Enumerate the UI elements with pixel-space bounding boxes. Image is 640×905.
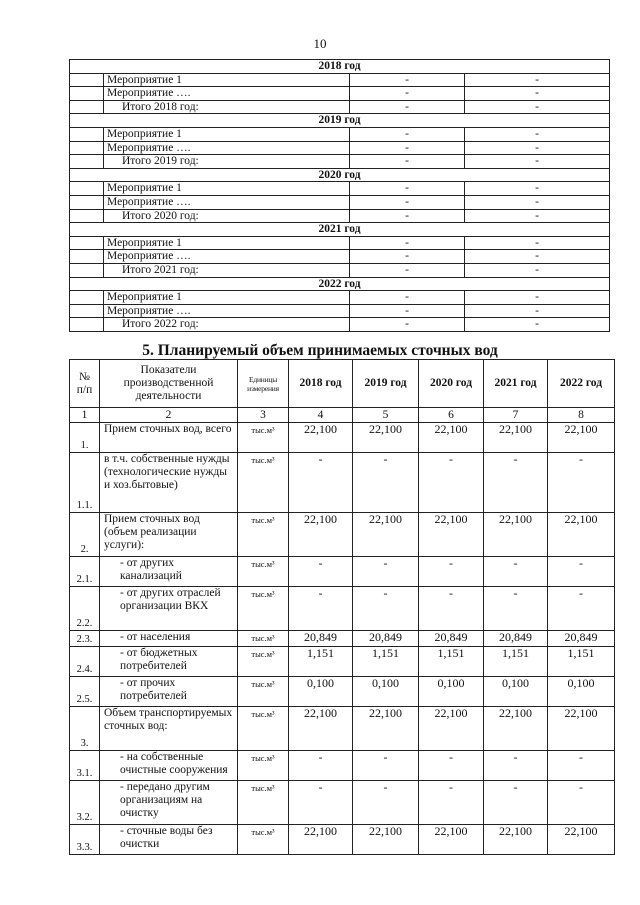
row-index: 2.2. xyxy=(70,587,100,631)
value-cell: - xyxy=(484,751,548,781)
value-cell: 20,849 xyxy=(484,631,548,647)
value-cell: - xyxy=(353,453,419,513)
value-cell: - xyxy=(484,557,548,587)
value-cell: 22,100 xyxy=(548,513,615,557)
value-cell: 22,100 xyxy=(484,825,548,855)
value-cell: 1,151 xyxy=(353,647,419,677)
header-no: № п/п xyxy=(70,360,100,408)
indicator-name: - от других канализаций xyxy=(100,557,238,587)
event-name: Мероприятие …. xyxy=(104,250,350,264)
event-value: - xyxy=(350,318,465,332)
total-label: Итого 2021 год: xyxy=(104,263,350,277)
value-cell: 22,100 xyxy=(289,707,353,751)
row-spacer-cell xyxy=(70,250,104,264)
event-value: - xyxy=(465,155,610,169)
unit-cell: тыс.м³ xyxy=(238,781,289,825)
year-header: 2019 год xyxy=(70,114,610,128)
table-row xyxy=(70,631,615,647)
value-cell: 22,100 xyxy=(353,825,419,855)
value-cell: 22,100 xyxy=(419,513,484,557)
event-value: - xyxy=(465,100,610,114)
event-value: - xyxy=(350,195,465,209)
value-cell: 20,849 xyxy=(353,631,419,647)
year-header-row xyxy=(70,114,610,128)
column-number-row xyxy=(70,408,615,423)
total-row xyxy=(70,263,610,277)
row-spacer-cell xyxy=(70,127,104,141)
column-number: 6 xyxy=(419,408,484,423)
row-index: 2. xyxy=(70,513,100,557)
row-index: 2.1. xyxy=(70,557,100,587)
value-cell: - xyxy=(484,587,548,631)
event-value: - xyxy=(465,141,610,155)
event-name: Мероприятие 1 xyxy=(104,182,350,196)
event-value: - xyxy=(465,127,610,141)
unit-cell: тыс.м³ xyxy=(238,825,289,855)
value-cell: - xyxy=(289,781,353,825)
page-number: 10 xyxy=(313,36,327,51)
column-number: 5 xyxy=(353,408,419,423)
value-cell: 22,100 xyxy=(548,707,615,751)
indicator-name: Объем транспортируемых сточных вод: xyxy=(100,707,238,751)
event-name: Мероприятие …. xyxy=(104,195,350,209)
table-row xyxy=(70,825,615,855)
unit-cell: тыс.м³ xyxy=(238,513,289,557)
table-row xyxy=(70,647,615,677)
event-value: - xyxy=(465,291,610,305)
year-header-row xyxy=(70,168,610,182)
column-number: 8 xyxy=(548,408,615,423)
row-spacer-cell xyxy=(70,73,104,87)
year-header: 2018 год xyxy=(70,60,610,74)
total-row xyxy=(70,100,610,114)
value-cell: 22,100 xyxy=(419,825,484,855)
column-number: 3 xyxy=(238,408,289,423)
value-cell: - xyxy=(353,781,419,825)
value-cell: 0,100 xyxy=(289,677,353,707)
event-value: - xyxy=(465,263,610,277)
row-spacer-cell xyxy=(70,87,104,101)
event-value: - xyxy=(465,73,610,87)
event-value: - xyxy=(350,236,465,250)
value-cell: 22,100 xyxy=(353,707,419,751)
column-number: 2 xyxy=(100,408,238,423)
table-row xyxy=(70,423,615,453)
row-spacer-cell xyxy=(70,304,104,318)
value-cell: - xyxy=(548,453,615,513)
unit-cell: тыс.м³ xyxy=(238,631,289,647)
value-cell: - xyxy=(419,781,484,825)
total-row xyxy=(70,318,610,332)
header-unit: Единицы измерения xyxy=(238,360,289,408)
total-label: Итого 2020 год: xyxy=(104,209,350,223)
row-spacer-cell xyxy=(70,291,104,305)
year-header-row xyxy=(70,60,610,74)
event-name: Мероприятие 1 xyxy=(104,127,350,141)
event-value: - xyxy=(465,195,610,209)
row-index: 3.3. xyxy=(70,825,100,855)
column-number: 7 xyxy=(484,408,548,423)
row-index: 2.3. xyxy=(70,631,100,647)
indicator-name: - от прочих потребителей xyxy=(100,677,238,707)
unit-cell: тыс.м³ xyxy=(238,423,289,453)
unit-cell: тыс.м³ xyxy=(238,677,289,707)
unit-cell: тыс.м³ xyxy=(238,751,289,781)
unit-cell: тыс.м³ xyxy=(238,707,289,751)
row-spacer-cell xyxy=(70,209,104,223)
value-cell: 1,151 xyxy=(484,647,548,677)
indicator-name: в т.ч. собственные нужды (технологические нужды и хоз.бытовые) xyxy=(100,453,238,513)
table-row xyxy=(70,453,615,513)
value-cell: - xyxy=(353,587,419,631)
wastewater-volume-table xyxy=(69,359,615,855)
header-year: 2021 год xyxy=(484,360,548,408)
column-number: 1 xyxy=(70,408,100,423)
event-value: - xyxy=(350,304,465,318)
row-index: 1. xyxy=(70,423,100,453)
value-cell: - xyxy=(548,557,615,587)
value-cell: 22,100 xyxy=(353,423,419,453)
indicator-name: Прием сточных вод (объем реализации услуги): xyxy=(100,513,238,557)
indicator-name: - на собственные очистные сооружения xyxy=(100,751,238,781)
value-cell: 22,100 xyxy=(484,707,548,751)
value-cell: 22,100 xyxy=(289,825,353,855)
event-row xyxy=(70,141,610,155)
row-spacer-cell xyxy=(70,263,104,277)
header-year: 2019 год xyxy=(353,360,419,408)
event-value: - xyxy=(465,236,610,250)
unit-cell: тыс.м³ xyxy=(238,557,289,587)
row-spacer-cell xyxy=(70,195,104,209)
event-value: - xyxy=(465,182,610,196)
table-row xyxy=(70,557,615,587)
value-cell: 1,151 xyxy=(289,647,353,677)
table-row xyxy=(70,587,615,631)
event-row xyxy=(70,127,610,141)
unit-cell: тыс.м³ xyxy=(238,587,289,631)
value-cell: 22,100 xyxy=(419,707,484,751)
row-spacer-cell xyxy=(70,236,104,250)
year-header: 2020 год xyxy=(70,168,610,182)
value-cell: - xyxy=(548,587,615,631)
event-name: Мероприятие 1 xyxy=(104,73,350,87)
value-cell: - xyxy=(548,781,615,825)
section-title: 5. Планируемый объем принимаемых сточных вод xyxy=(142,342,498,359)
event-value: - xyxy=(350,155,465,169)
row-spacer-cell xyxy=(70,141,104,155)
table-row xyxy=(70,677,615,707)
column-number: 4 xyxy=(289,408,353,423)
value-cell: 20,849 xyxy=(419,631,484,647)
event-name: Мероприятие …. xyxy=(104,87,350,101)
event-name: Мероприятие …. xyxy=(104,141,350,155)
row-index: 3. xyxy=(70,707,100,751)
header-year: 2020 год xyxy=(419,360,484,408)
total-label: Итого 2022 год: xyxy=(104,318,350,332)
event-row xyxy=(70,87,610,101)
event-value: - xyxy=(350,141,465,155)
indicator-name: - от бюджетных потребителей xyxy=(100,647,238,677)
value-cell: - xyxy=(419,557,484,587)
value-cell: 22,100 xyxy=(353,513,419,557)
value-cell: - xyxy=(419,587,484,631)
indicator-name: - передано другим организациям на очистку xyxy=(100,781,238,825)
total-label: Итого 2019 год: xyxy=(104,155,350,169)
event-name: Мероприятие 1 xyxy=(104,236,350,250)
total-label: Итого 2018 год: xyxy=(104,100,350,114)
event-row xyxy=(70,291,610,305)
indicator-name: - от населения xyxy=(100,631,238,647)
event-value: - xyxy=(350,291,465,305)
value-cell: - xyxy=(353,751,419,781)
event-name: Мероприятие 1 xyxy=(104,291,350,305)
row-spacer-cell xyxy=(70,182,104,196)
value-cell: 22,100 xyxy=(484,423,548,453)
event-value: - xyxy=(350,127,465,141)
event-value: - xyxy=(465,87,610,101)
value-cell: - xyxy=(289,557,353,587)
table-row xyxy=(70,513,615,557)
year-header: 2022 год xyxy=(70,277,610,291)
event-value: - xyxy=(465,304,610,318)
value-cell: 1,151 xyxy=(419,647,484,677)
value-cell: - xyxy=(484,453,548,513)
event-row xyxy=(70,304,610,318)
event-row xyxy=(70,73,610,87)
value-cell: 22,100 xyxy=(289,513,353,557)
event-value: - xyxy=(350,263,465,277)
value-cell: 22,100 xyxy=(419,423,484,453)
row-spacer-cell xyxy=(70,155,104,169)
header-row xyxy=(70,360,615,408)
table-row xyxy=(70,707,615,751)
value-cell: - xyxy=(419,453,484,513)
event-row xyxy=(70,236,610,250)
unit-cell: тыс.м³ xyxy=(238,647,289,677)
total-row xyxy=(70,155,610,169)
event-row xyxy=(70,250,610,264)
event-value: - xyxy=(350,182,465,196)
row-spacer-cell xyxy=(70,318,104,332)
year-header-row xyxy=(70,223,610,237)
row-index: 3.1. xyxy=(70,751,100,781)
value-cell: 1,151 xyxy=(548,647,615,677)
indicator-name: - сточные воды без очистки xyxy=(100,825,238,855)
row-index: 1.1. xyxy=(70,453,100,513)
value-cell: 20,849 xyxy=(548,631,615,647)
table-row xyxy=(70,781,615,825)
header-year: 2018 год xyxy=(289,360,353,408)
event-name: Мероприятие …. xyxy=(104,304,350,318)
value-cell: 22,100 xyxy=(289,423,353,453)
event-value: - xyxy=(350,87,465,101)
event-row xyxy=(70,182,610,196)
event-row xyxy=(70,195,610,209)
event-value: - xyxy=(350,73,465,87)
row-index: 2.5. xyxy=(70,677,100,707)
event-value: - xyxy=(465,250,610,264)
value-cell: 0,100 xyxy=(353,677,419,707)
value-cell: - xyxy=(419,751,484,781)
value-cell: - xyxy=(289,453,353,513)
unit-cell: тыс.м³ xyxy=(238,453,289,513)
row-spacer-cell xyxy=(70,100,104,114)
value-cell: 0,100 xyxy=(419,677,484,707)
indicator-name: - от других отраслей организации ВКХ xyxy=(100,587,238,631)
value-cell: 20,849 xyxy=(289,631,353,647)
header-indicator: Показатели производственной деятельности xyxy=(100,360,238,408)
value-cell: - xyxy=(484,781,548,825)
indicator-name: Прием сточных вод, всего xyxy=(100,423,238,453)
year-header: 2021 год xyxy=(70,223,610,237)
row-index: 2.4. xyxy=(70,647,100,677)
event-value: - xyxy=(350,250,465,264)
event-value: - xyxy=(465,209,610,223)
value-cell: - xyxy=(289,751,353,781)
year-header-row xyxy=(70,277,610,291)
event-value: - xyxy=(350,209,465,223)
value-cell: - xyxy=(548,751,615,781)
table-row xyxy=(70,751,615,781)
value-cell: 22,100 xyxy=(548,825,615,855)
value-cell: 0,100 xyxy=(484,677,548,707)
events-schedule-table xyxy=(69,59,610,332)
row-index: 3.2. xyxy=(70,781,100,825)
value-cell: 22,100 xyxy=(484,513,548,557)
value-cell: - xyxy=(289,587,353,631)
event-value: - xyxy=(350,100,465,114)
total-row xyxy=(70,209,610,223)
header-year: 2022 год xyxy=(548,360,615,408)
value-cell: 22,100 xyxy=(548,423,615,453)
value-cell: - xyxy=(353,557,419,587)
event-value: - xyxy=(465,318,610,332)
value-cell: 0,100 xyxy=(548,677,615,707)
